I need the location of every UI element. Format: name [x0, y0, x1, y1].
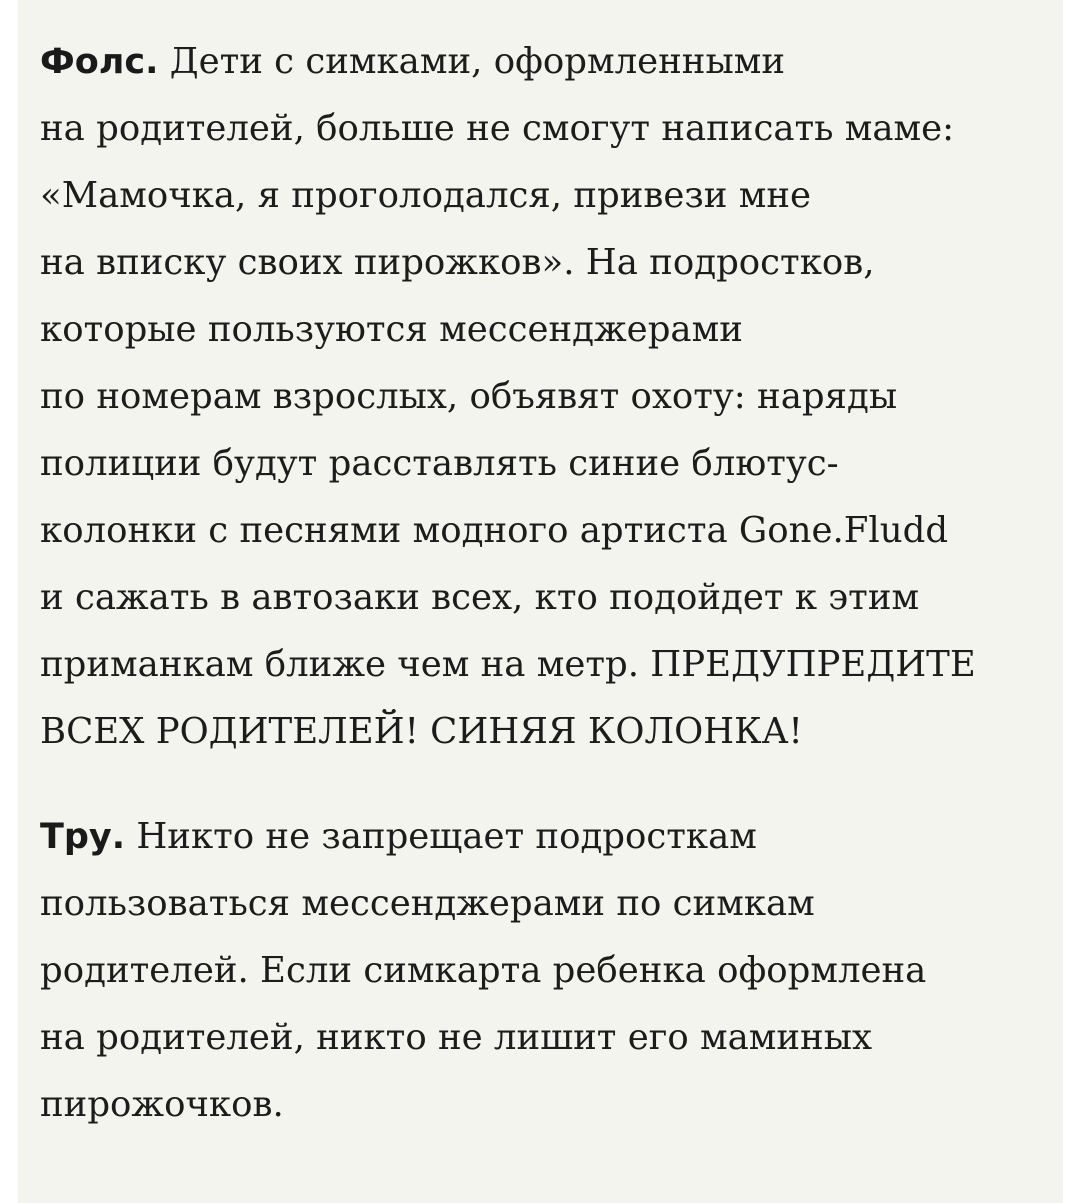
true-claim-paragraph — [40, 803, 1050, 1138]
paragraph-line: родителей. Если симкарта ребенка оформлена — [40, 950, 927, 991]
paragraph-text: Дети с симками, оформленными — [158, 41, 785, 82]
paragraph-line: «Мамочка, я проголодался, привези мне — [40, 175, 811, 216]
paragraph-line: на родителей, больше не смогут написать маме: — [40, 108, 955, 149]
fake-label: Фолс. — [40, 42, 159, 82]
fake-claim-paragraph — [40, 28, 1050, 765]
paragraph-line: на родителей, никто не лишит его маминых — [40, 1017, 872, 1058]
paragraph-line: и сажать в автозаки всех, кто подойдет к этим — [40, 577, 920, 618]
paragraph-line: пирожочков. — [40, 1084, 284, 1125]
paragraph-line: колонки с песнями модного артиста Gone.Fludd — [40, 510, 949, 551]
paragraph-line: по номерам взрослых, объявят охоту: наряды — [40, 376, 898, 417]
paragraph-line — [40, 28, 1050, 95]
paragraph-line — [40, 803, 1050, 870]
paragraph-line: приманкам ближе чем на метр. ПРЕДУПРЕДИТЕ — [40, 644, 976, 685]
paragraph-text: Никто не запрещает подросткам — [125, 816, 757, 857]
true-label: Тру. — [40, 817, 126, 857]
paragraph-line: пользоваться мессенджерами по симкам — [40, 883, 815, 924]
article-page — [18, 0, 1063, 1203]
paragraph-line: полиции будут расставлять синие блютус- — [40, 443, 839, 484]
paragraph-line: на вписку своих пирожков». На подростков, — [40, 242, 875, 283]
paragraph-line: ВСЕХ РОДИТЕЛЕЙ! СИНЯЯ КОЛОНКА! — [40, 711, 803, 752]
paragraph-line: которые пользуются мессенджерами — [40, 309, 743, 350]
